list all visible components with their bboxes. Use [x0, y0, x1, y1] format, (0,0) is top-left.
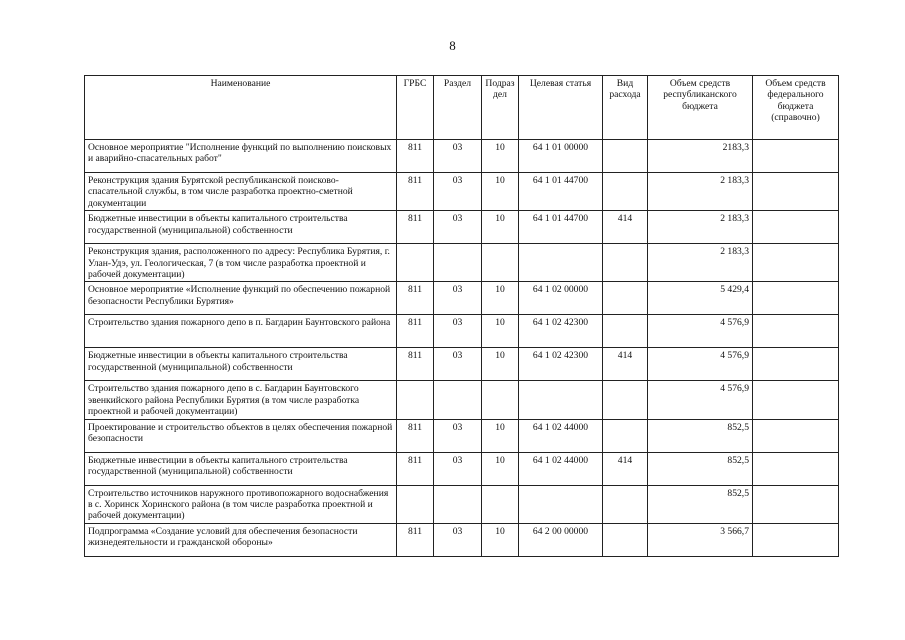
cell-republic-budget: 4 576,9: [648, 315, 753, 348]
cell-name: Строительство здания пожарного депо в п. Багдарин Баунтовского района: [85, 315, 397, 348]
cell-target: 64 1 02 42300: [519, 348, 603, 381]
cell-name: Подпрограмма «Создание условий для обеспечения безопасности жизнедеятельности и гражданской обороны»: [85, 523, 397, 556]
cell-section: 03: [434, 173, 482, 211]
cell-republic-budget: 2 183,3: [648, 173, 753, 211]
cell-expense-type: 414: [603, 211, 648, 244]
cell-section: [434, 244, 482, 282]
cell-subsection: 10: [482, 315, 519, 348]
cell-grbs: 811: [397, 282, 434, 315]
header-federal-budget: Объем средств федерального бюджета (справочно): [753, 76, 839, 140]
header-target: Целевая статья: [519, 76, 603, 140]
table-row: [85, 381, 839, 419]
cell-expense-type: [603, 244, 648, 282]
cell-grbs: 811: [397, 523, 434, 556]
cell-republic-budget: 4 576,9: [648, 381, 753, 419]
header-expense-type: Вид расхода: [603, 76, 648, 140]
cell-republic-budget: 852,5: [648, 485, 753, 523]
cell-federal-budget: [753, 381, 839, 419]
cell-expense-type: [603, 282, 648, 315]
cell-expense-type: 414: [603, 348, 648, 381]
cell-subsection: [482, 485, 519, 523]
header-section: Раздел: [434, 76, 482, 140]
table-row: [85, 211, 839, 244]
cell-expense-type: [603, 315, 648, 348]
cell-target: 64 1 02 44000: [519, 452, 603, 485]
cell-grbs: [397, 485, 434, 523]
header-republic-budget: Объем средств республиканского бюджета: [648, 76, 753, 140]
cell-target: 64 2 00 00000: [519, 523, 603, 556]
cell-name: Бюджетные инвестиции в объекты капитального строительства государственной (муниципальной) собственности: [85, 452, 397, 485]
cell-subsection: 10: [482, 211, 519, 244]
cell-section: 03: [434, 419, 482, 452]
cell-subsection: 10: [482, 419, 519, 452]
cell-name: Основное мероприятие «Исполнение функций по обеспечению пожарной безопасности Республики Бурятия»: [85, 282, 397, 315]
cell-subsection: 10: [482, 282, 519, 315]
cell-grbs: 811: [397, 348, 434, 381]
cell-expense-type: [603, 140, 648, 173]
header-name: Наименование: [85, 76, 397, 140]
cell-republic-budget: 5 429,4: [648, 282, 753, 315]
cell-expense-type: [603, 381, 648, 419]
cell-section: 03: [434, 211, 482, 244]
cell-name: Реконструкция здания Бурятской республиканской поисково-спасательной службы, в том числе разработка проектно-сметной документации: [85, 173, 397, 211]
cell-name: Строительство источников наружного противопожарного водоснабжения в с. Хоринск Хоринского района (в том числе разработка проектной и рабочей документации): [85, 485, 397, 523]
cell-grbs: 811: [397, 315, 434, 348]
cell-target: [519, 485, 603, 523]
cell-grbs: [397, 244, 434, 282]
cell-republic-budget: 2183,3: [648, 140, 753, 173]
cell-name: Проектирование и строительство объектов в целях обеспечения пожарной безопасности: [85, 419, 397, 452]
cell-section: 03: [434, 282, 482, 315]
cell-federal-budget: [753, 485, 839, 523]
cell-target: 64 1 01 00000: [519, 140, 603, 173]
table-row: [85, 140, 839, 173]
header-subsection: Подраз дел: [482, 76, 519, 140]
cell-subsection: [482, 381, 519, 419]
cell-target: 64 1 02 00000: [519, 282, 603, 315]
cell-federal-budget: [753, 419, 839, 452]
cell-name: Бюджетные инвестиции в объекты капитального строительства государственной (муниципальной) собственности: [85, 348, 397, 381]
cell-federal-budget: [753, 282, 839, 315]
cell-expense-type: [603, 173, 648, 211]
cell-federal-budget: [753, 140, 839, 173]
cell-grbs: 811: [397, 173, 434, 211]
cell-target: [519, 244, 603, 282]
table-row: [85, 173, 839, 211]
cell-target: 64 1 02 44000: [519, 419, 603, 452]
table-row: [85, 244, 839, 282]
table-row: [85, 315, 839, 348]
table-row: [85, 452, 839, 485]
cell-section: 03: [434, 452, 482, 485]
cell-target: 64 1 01 44700: [519, 211, 603, 244]
cell-subsection: 10: [482, 173, 519, 211]
cell-target: 64 1 01 44700: [519, 173, 603, 211]
table-row: [85, 485, 839, 523]
cell-target: 64 1 02 42300: [519, 315, 603, 348]
cell-republic-budget: 2 183,3: [648, 211, 753, 244]
cell-republic-budget: 852,5: [648, 419, 753, 452]
cell-federal-budget: [753, 523, 839, 556]
cell-republic-budget: 4 576,9: [648, 348, 753, 381]
cell-federal-budget: [753, 211, 839, 244]
cell-subsection: 10: [482, 348, 519, 381]
cell-subsection: [482, 244, 519, 282]
cell-grbs: 811: [397, 211, 434, 244]
table-header-row: [85, 76, 839, 140]
cell-section: 03: [434, 348, 482, 381]
cell-name: Основное мероприятие "Исполнение функций по выполнению поисковых и аварийно-спасательных работ": [85, 140, 397, 173]
table-row: [85, 282, 839, 315]
table-row: [85, 523, 839, 556]
cell-expense-type: 414: [603, 452, 648, 485]
cell-name: Строительство здания пожарного депо в с. Багдарин Баунтовского эвенкийского района Республики Бурятия (в том числе разработка проектной и рабочей документации): [85, 381, 397, 419]
cell-federal-budget: [753, 452, 839, 485]
header-grbs: ГРБС: [397, 76, 434, 140]
cell-name: Реконструкция здания, расположенного по адресу: Республика Бурятия, г. Улан-Удэ, ул. Геологическая, 7 (в том числе разработка проектной и рабочей документации): [85, 244, 397, 282]
cell-expense-type: [603, 523, 648, 556]
cell-federal-budget: [753, 315, 839, 348]
cell-subsection: 10: [482, 452, 519, 485]
cell-federal-budget: [753, 244, 839, 282]
cell-section: 03: [434, 523, 482, 556]
cell-republic-budget: 3 566,7: [648, 523, 753, 556]
cell-federal-budget: [753, 173, 839, 211]
budget-table: [84, 75, 839, 557]
cell-section: 03: [434, 140, 482, 173]
cell-federal-budget: [753, 348, 839, 381]
cell-expense-type: [603, 419, 648, 452]
cell-republic-budget: 2 183,3: [648, 244, 753, 282]
cell-section: 03: [434, 315, 482, 348]
cell-grbs: 811: [397, 452, 434, 485]
cell-grbs: 811: [397, 419, 434, 452]
cell-subsection: 10: [482, 140, 519, 173]
cell-section: [434, 381, 482, 419]
cell-name: Бюджетные инвестиции в объекты капитального строительства государственной (муниципальной) собственности: [85, 211, 397, 244]
cell-target: [519, 381, 603, 419]
cell-subsection: 10: [482, 523, 519, 556]
cell-grbs: [397, 381, 434, 419]
cell-expense-type: [603, 485, 648, 523]
cell-section: [434, 485, 482, 523]
page-number: 8: [449, 38, 456, 53]
table-row: [85, 348, 839, 381]
cell-republic-budget: 852,5: [648, 452, 753, 485]
cell-grbs: 811: [397, 140, 434, 173]
table-row: [85, 419, 839, 452]
